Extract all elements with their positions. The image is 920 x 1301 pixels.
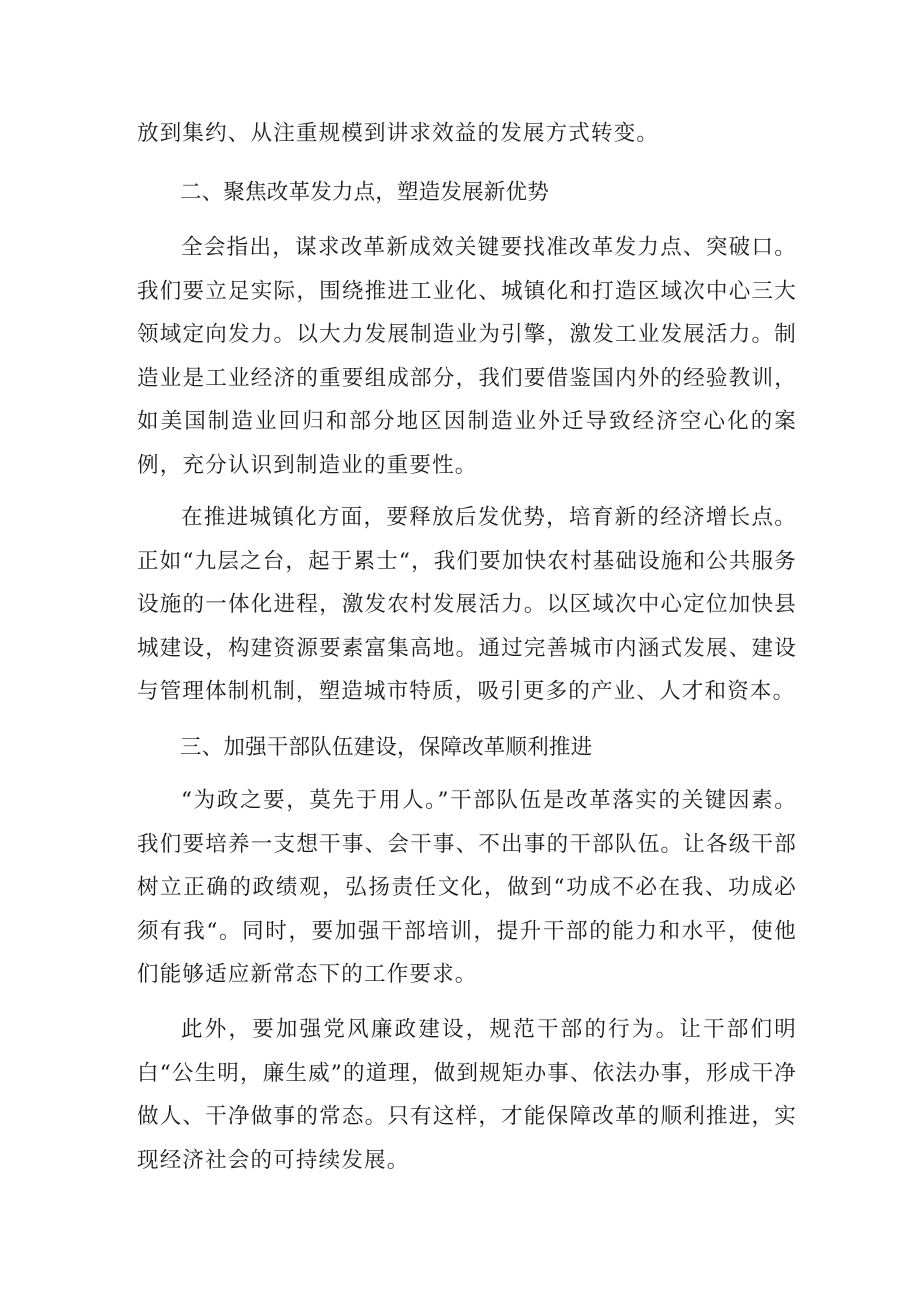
paragraph-urbanization: 在推进城镇化方面，要释放后发优势，培育新的经济增长点。正如“九层之台，起于累士“，我们要加快农村基础设施和公共服务设施的一体化进程，激发农村发展活力。以区域次中心定位加快县城建设，构建资源要素富集高地。通过完善城市内涵式发展、建设与管理体制机制，塑造城市特质，吸引更多的产业、人才和资本。: [137, 505, 797, 704]
section-heading-3: 三、加强干部队伍建设，保障改革顺利推进: [180, 735, 593, 760]
section-heading-2: 二、聚焦改革发力点，塑造发展新优势: [180, 180, 549, 205]
paragraph-cadre-team: “为政之要，莫先于用人。”干部队伍是改革落实的关键因素。我们要培养一支想干事、会干事、不出事的干部队伍。让各级干部树立正确的政绩观，弘扬责任文化，做到“功成不必在我、功成必须有我“。同时，要加强干部培训，提升干部的能力和水平，使他们能够适应新常态下的工作要求。: [137, 788, 797, 987]
paragraph-continuation: 放到集约、从注重规模到讲求效益的发展方式转变。: [137, 121, 660, 146]
paragraph-reform-focus: 全会指出，谋求改革新成效关键要找准改革发力点、突破口。我们要立足实际，围绕推进工业化、城镇化和打造区域次中心三大领域定向发力。以大力发展制造业为引擎，激发工业发展活力。制造业是工业经济的重要组成部分，我们要借鉴国内外的经验教训，如美国制造业回归和部分地区因制造业外迁导致经济空心化的案例，充分认识到制造业的重要性。: [137, 235, 797, 478]
paragraph-integrity: 此外，要加强党风廉政建设，规范干部的行为。让干部们明白“公生明，廉生威”的道理，做到规矩办事、依法办事，形成干净做人、干净做事的常态。只有这样，才能保障改革的顺利推进，实现经济社会的可持续发展。: [137, 1017, 797, 1173]
